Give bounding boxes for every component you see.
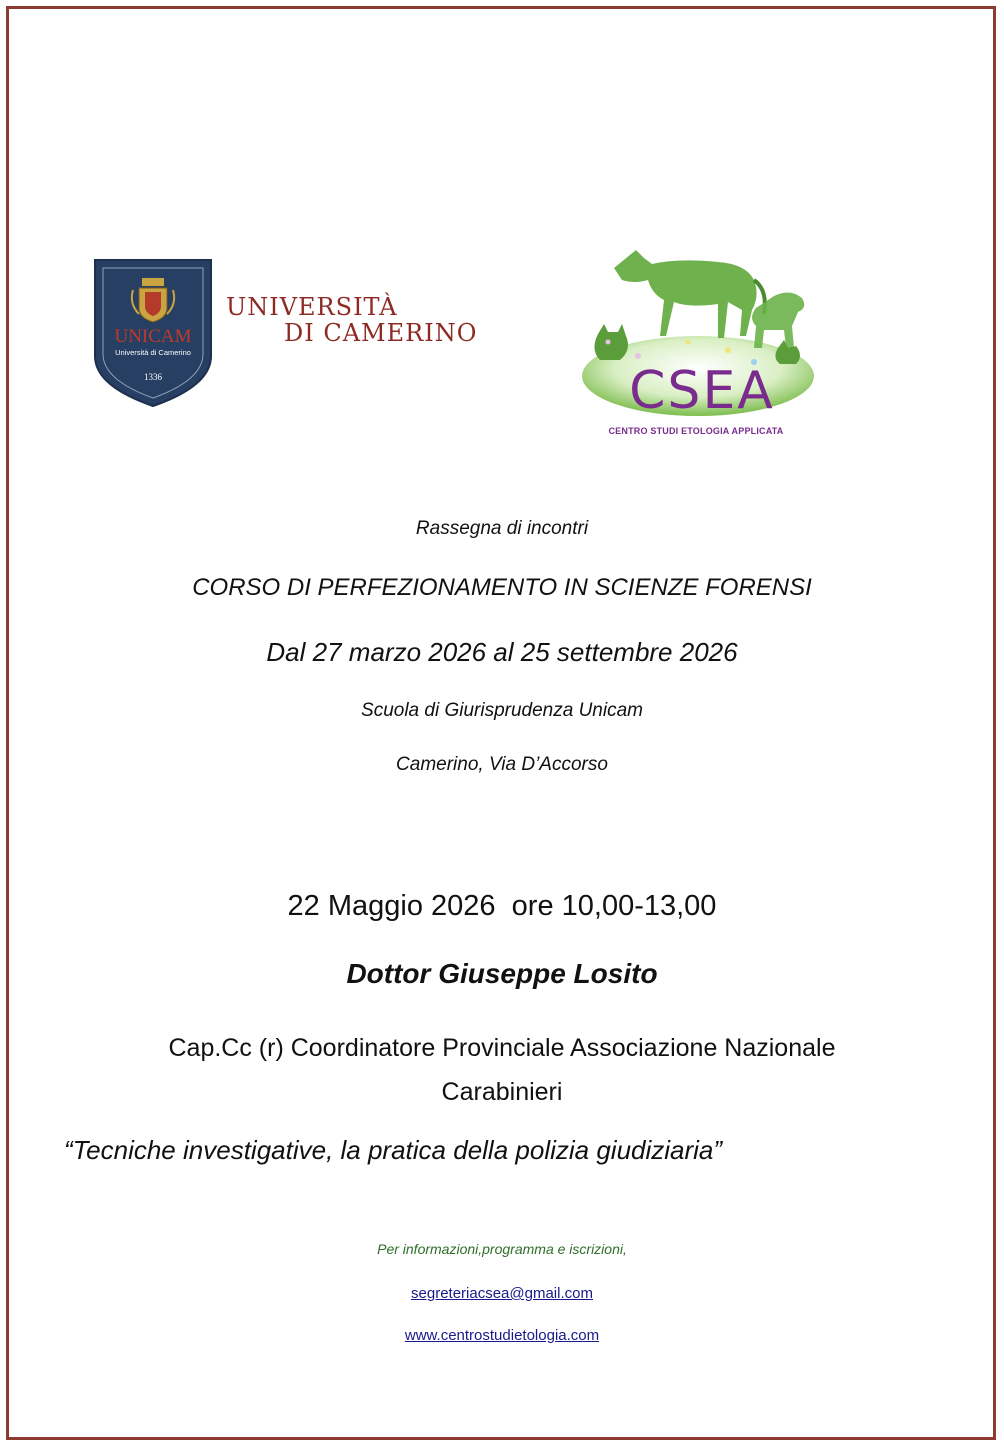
series-intro: Rassegna di incontri <box>415 518 589 539</box>
page-border <box>6 6 996 1440</box>
speaker-role <box>0 1026 1004 1114</box>
horse-icon <box>614 250 765 338</box>
lecture-topic: “Tecniche investigative, la pratica della polizia giudiziaria” <box>64 1135 723 1165</box>
info-label: Per informazioni,programma e iscrizioni, <box>377 1241 627 1257</box>
website-link[interactable]: www.centrostudietologia.com <box>404 1327 600 1344</box>
unicam-wordmark <box>226 294 477 346</box>
dog-icon <box>752 292 804 348</box>
unicam-wordmark-line2: DI CAMERINO <box>284 319 478 347</box>
email-link[interactable]: segreteriacsea@gmail.com <box>411 1285 593 1302</box>
course-title: CORSO DI PERFEZIONAMENTO IN SCIENZE FORENSI <box>192 574 812 601</box>
session-date: 22 Maggio 2026 ore 10,00-13,00 <box>287 890 717 922</box>
speaker-name: Dottor Giuseppe Losito <box>346 958 658 989</box>
unicam-shield-subtext: Università di Camerino <box>115 348 191 357</box>
unicam-shield-year: 1336 <box>144 372 162 382</box>
csea-logo <box>578 238 818 418</box>
unicam-shield-logo <box>93 258 213 408</box>
course-dates: Dal 27 marzo 2026 al 25 settembre 2026 <box>266 637 738 667</box>
venue-location: Camerino, Via D’Accorso <box>396 754 608 775</box>
speaker-role-line2: Carabinieri <box>441 1078 563 1106</box>
csea-subtitle: CENTRO STUDI ETOLOGIA APPLICATA <box>608 426 784 436</box>
speaker-role-line1: Cap.Cc (r) Coordinatore Provinciale Associazione Nazionale <box>168 1034 836 1062</box>
school-name: Scuola di Giurisprudenza Unicam <box>361 700 643 721</box>
csea-acronym: CSEA <box>629 361 775 418</box>
unicam-shield-name: UNICAM <box>114 326 192 347</box>
unicam-wordmark-line1: UNIVERSITÀ <box>226 293 398 321</box>
